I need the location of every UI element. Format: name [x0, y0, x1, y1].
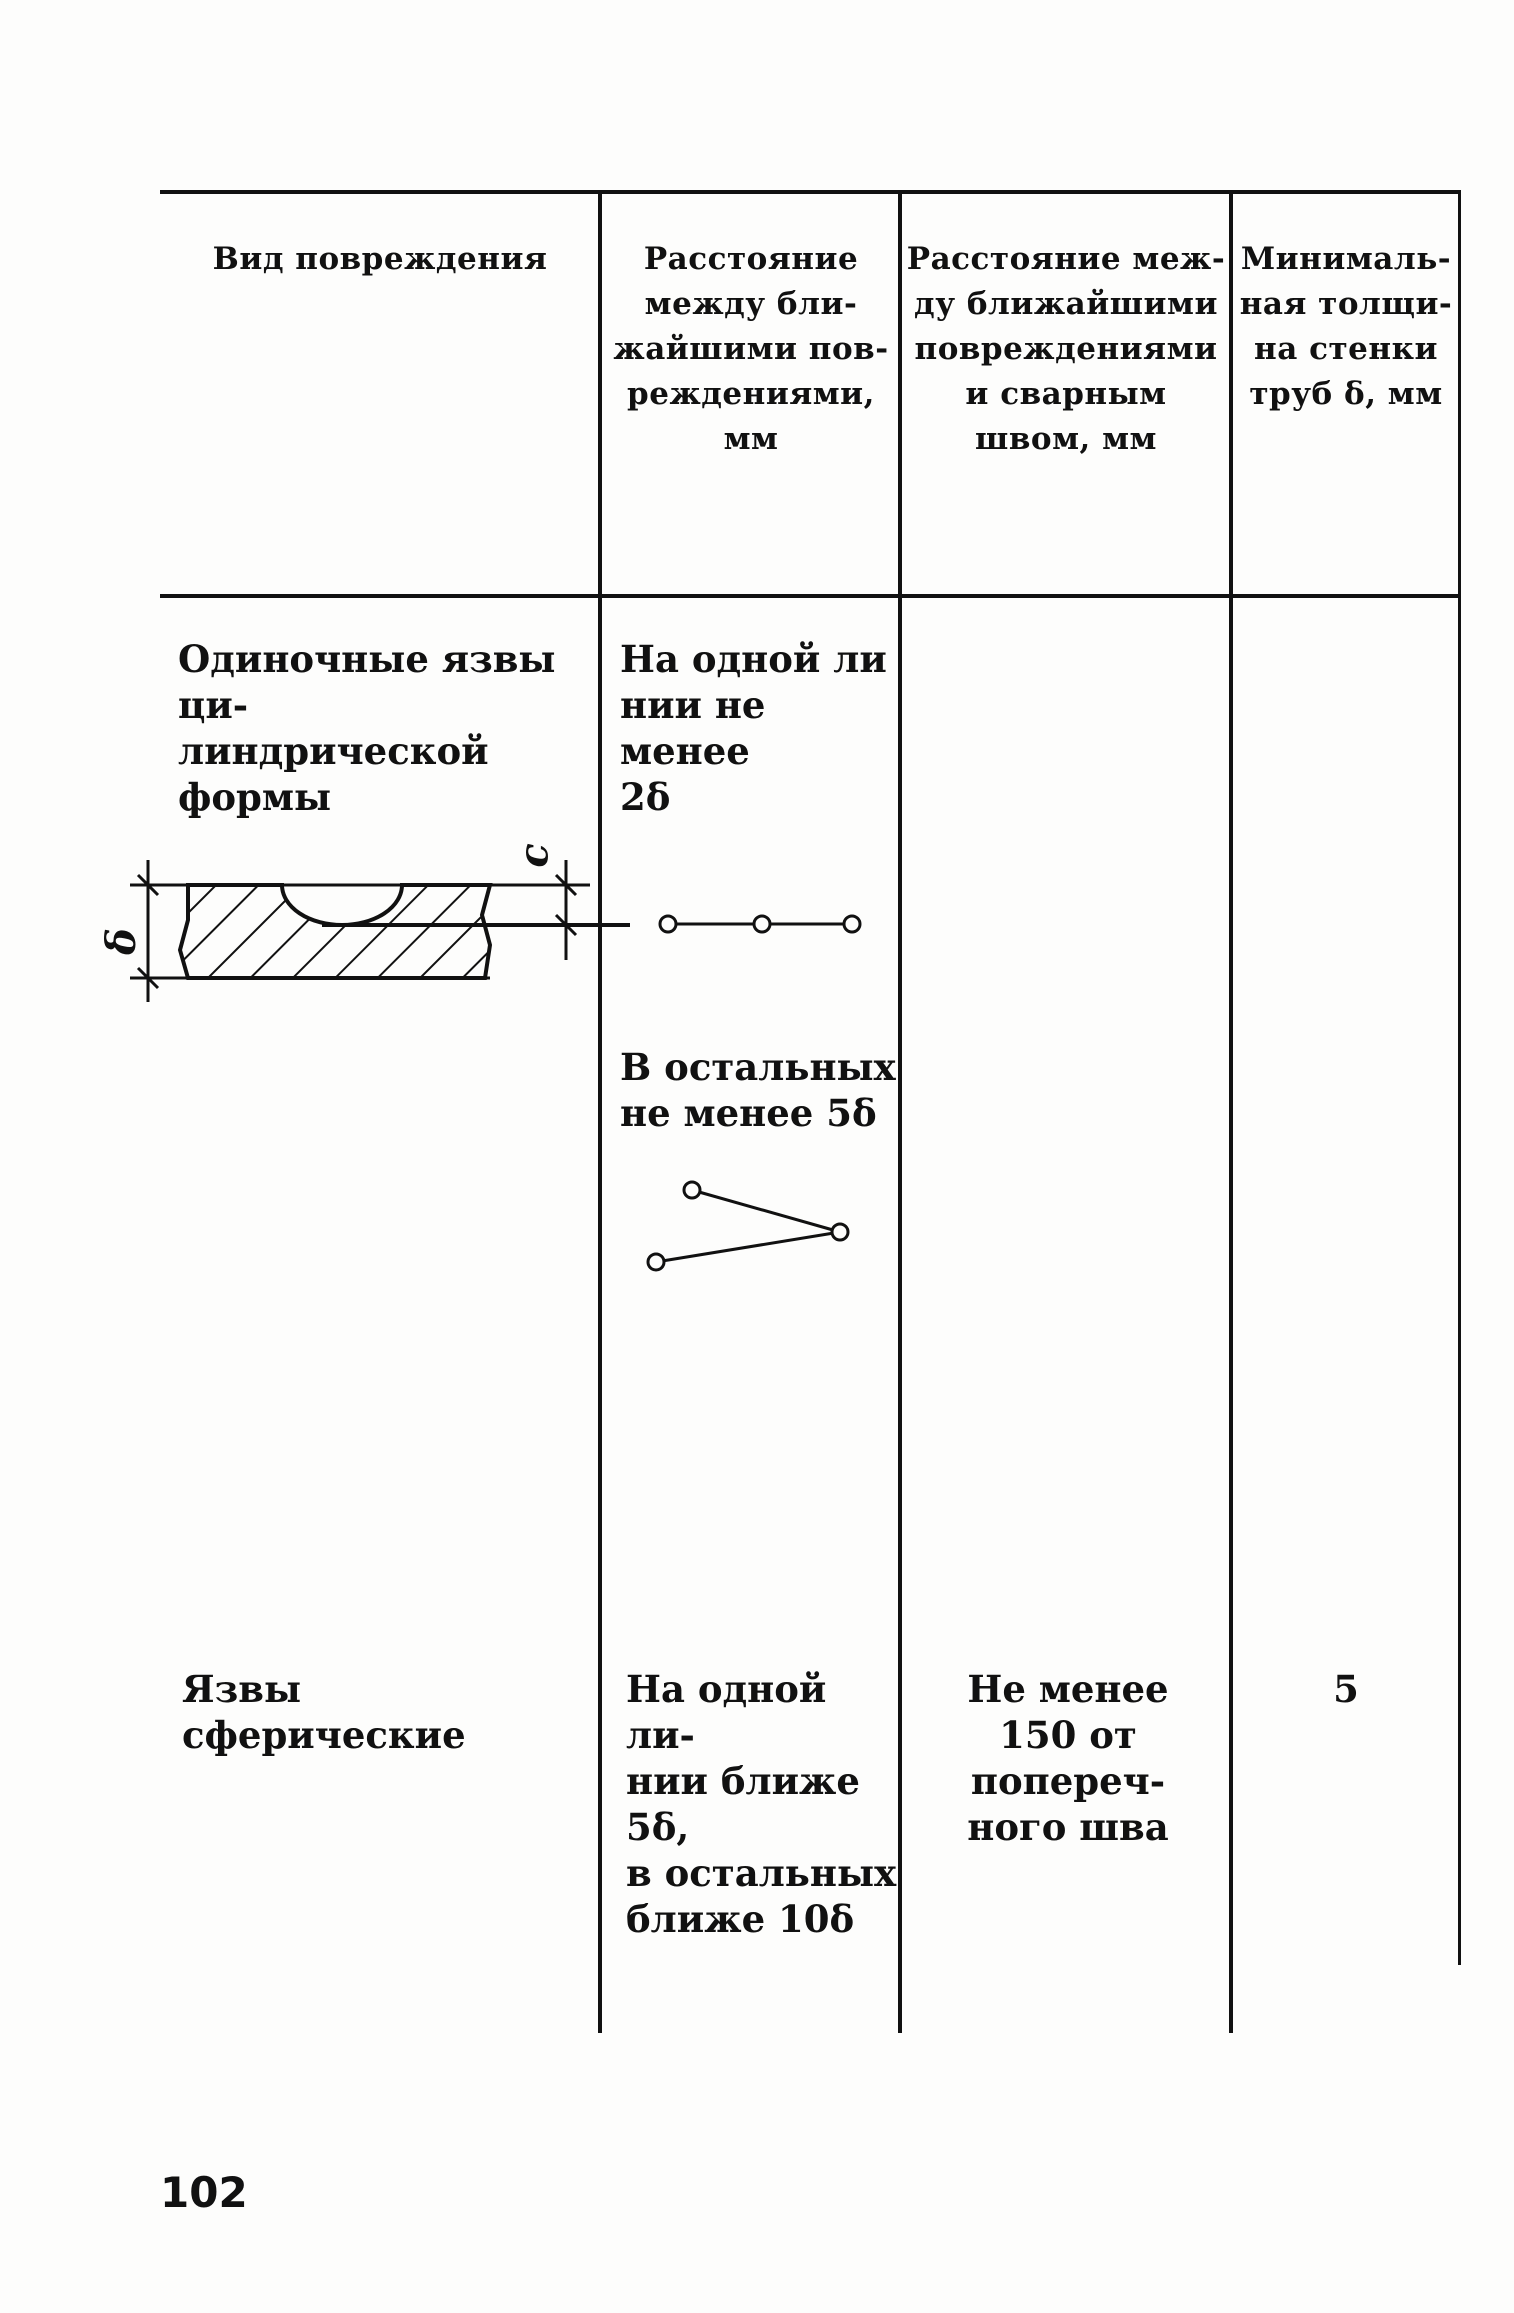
row2-distance-to-weld: Не менее 150 от попереч- ного шва — [967, 1667, 1169, 1849]
delta-dimension-label: δ — [97, 928, 145, 955]
collinear-ulcers-icon — [650, 904, 870, 944]
c-dimension-label: c — [510, 843, 558, 868]
header-min-wall-thickness: Минималь- ная толщи- на стенки труб δ, мм — [1239, 241, 1453, 412]
row2-distance-between-damages: На одной ли- нии ближе 5δ, в остальных ближе 10δ — [626, 1667, 897, 1941]
row1-damage-type: Одиночные язвы ци- линдрической формы — [178, 637, 556, 819]
table-right-edge — [1458, 190, 1461, 1965]
header-distance-to-weld: Расстояние меж- ду ближайшими повреждениями и сварным швом, мм — [906, 241, 1226, 457]
header-damage-type: Вид повреждения — [212, 241, 548, 277]
row2-damage-type: Язвы сферические — [182, 1667, 466, 1757]
non-collinear-ulcers-icon — [640, 1176, 860, 1276]
column-divider-1 — [598, 190, 602, 2033]
row2-min-wall-thickness: 5 — [1333, 1667, 1359, 1711]
header-distance-between-damages: Расстояние между бли- жайшими пов- реждениями, мм — [613, 241, 889, 457]
row1-distance-same-line: На одной ли нии не менее 2δ — [620, 637, 887, 819]
column-divider-3 — [1229, 190, 1233, 2033]
page-number: 102 — [160, 2168, 248, 2217]
row1-distance-other: В остальных не менее 5δ — [620, 1045, 896, 1135]
table-top-rule — [160, 190, 1460, 194]
header-bottom-rule — [160, 594, 1460, 598]
